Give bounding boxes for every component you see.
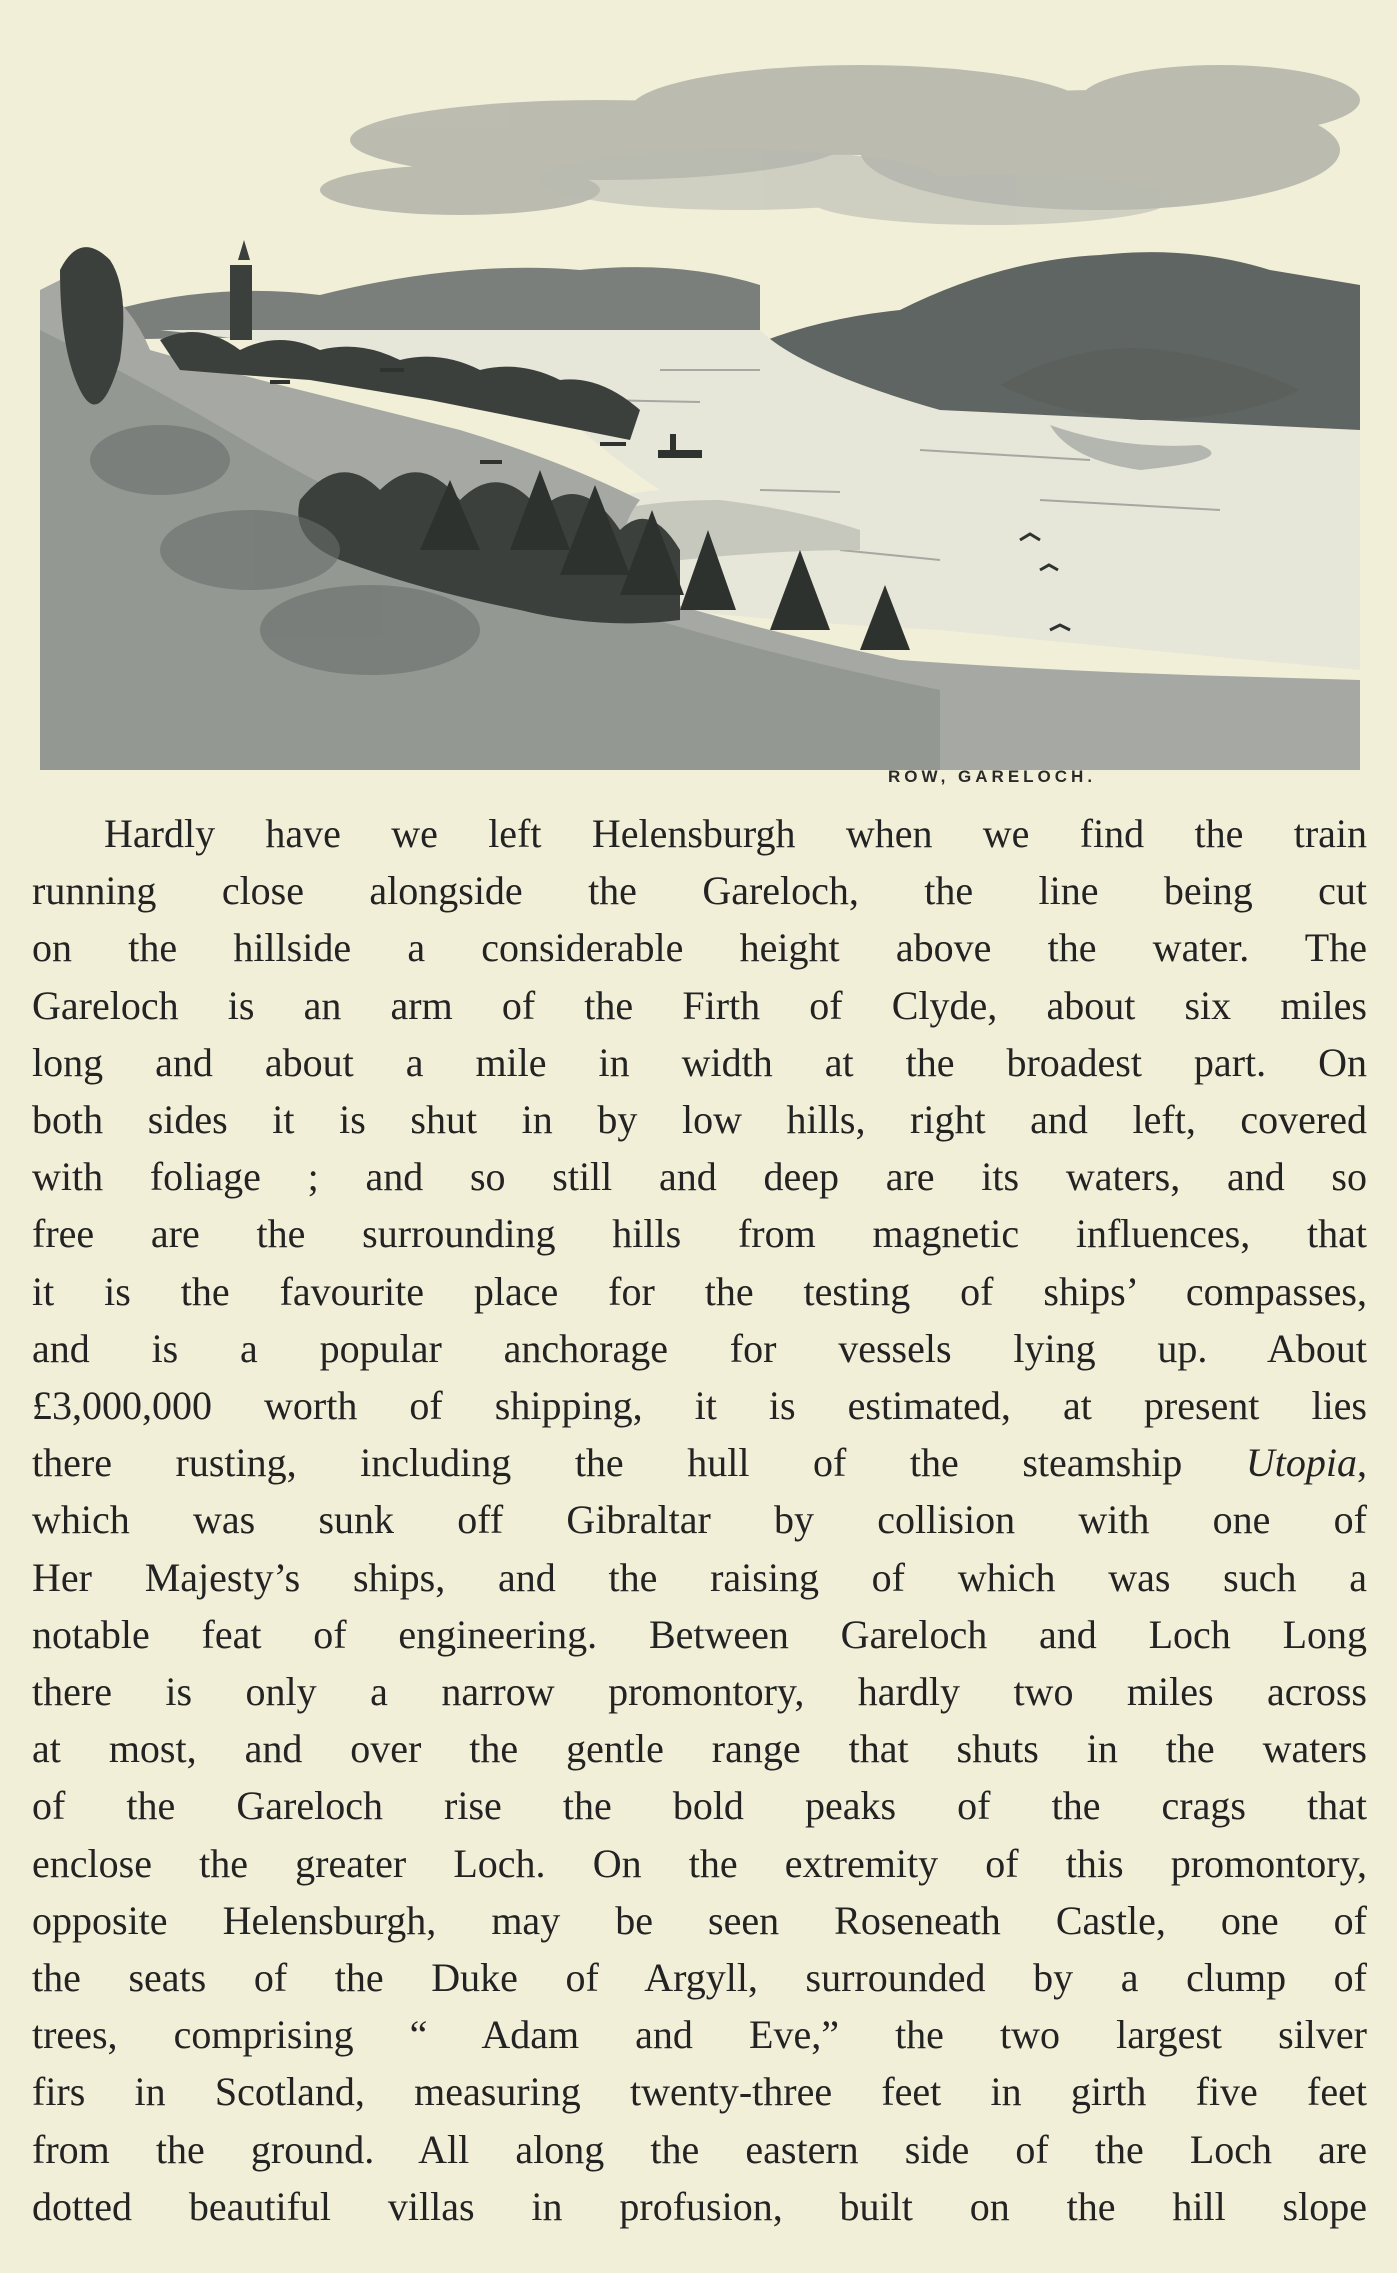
ship-name-italic: Utopia: [1245, 1440, 1357, 1486]
text-line: both sides it is shut in by low hills, right and left, covered: [32, 1097, 1367, 1143]
text-line: there is only a narrow promontory, hardly two miles across: [32, 1669, 1367, 1715]
text-line: and is a popular anchorage for vessels lying up. About: [32, 1325, 1367, 1371]
punctuation: ,: [1357, 1440, 1367, 1486]
text-line: it is the favourite place for the testing of ships’ compasses,: [32, 1268, 1367, 1314]
text-line: opposite Helensburgh, may be seen Roseneath Castle, one of: [32, 1897, 1367, 1943]
gareloch-illustration: [40, 30, 1360, 770]
text-line: Hardly have we left Helensburgh when we find the train: [104, 811, 1367, 856]
text-line-with-ship-name: [32, 1434, 1367, 1491]
text-line: notable feat of engineering. Between Gareloch and Loch Long: [32, 1611, 1367, 1657]
text-line: free are the surrounding hills from magnetic influences, that: [32, 1211, 1367, 1257]
text-line: enclose the greater Loch. On the extremity of this promontory,: [32, 1840, 1367, 1886]
text-line: firs in Scotland, measuring twenty-three feet in girth five feet: [32, 2069, 1367, 2115]
text-line: trees, comprising “ Adam and Eve,” the two largest silver: [32, 2012, 1367, 2058]
distant-hills-left: [80, 267, 760, 340]
body-paragraph: [32, 805, 1367, 2235]
text-line: at most, and over the gentle range that shuts in the waters: [32, 1726, 1367, 1772]
text-line: the seats of the Duke of Argyll, surrounded by a clump of: [32, 1955, 1367, 2001]
text-line: from the ground. All along the eastern side of the Loch are: [32, 2126, 1367, 2172]
text-line: of the Gareloch rise the bold peaks of the crags that: [32, 1783, 1367, 1829]
text-line: Gareloch is an arm of the Firth of Clyde, about six miles: [32, 982, 1367, 1028]
text-line: £3,000,000 worth of shipping, it is estimated, at present lies: [32, 1383, 1367, 1429]
text-segment: there rusting, including the hull of the steamship: [32, 1440, 1183, 1486]
text-line: running close alongside the Gareloch, the line being cut: [32, 868, 1367, 914]
text-line: dotted beautiful villas in profusion, built on the hill slope: [32, 2183, 1367, 2229]
illustration-caption: ROW, GARELOCH.: [888, 767, 1097, 786]
text-line: long and about a mile in width at the broadest part. On: [32, 1039, 1367, 1085]
text-line: Her Majesty’s ships, and the raising of which was such a: [32, 1554, 1367, 1600]
text-line: which was sunk off Gibraltar by collision with one of: [32, 1497, 1367, 1543]
text-line: with foliage ; and so still and deep are its waters, and so: [32, 1154, 1367, 1200]
text-line: on the hillside a considerable height above the water. The: [32, 925, 1367, 971]
